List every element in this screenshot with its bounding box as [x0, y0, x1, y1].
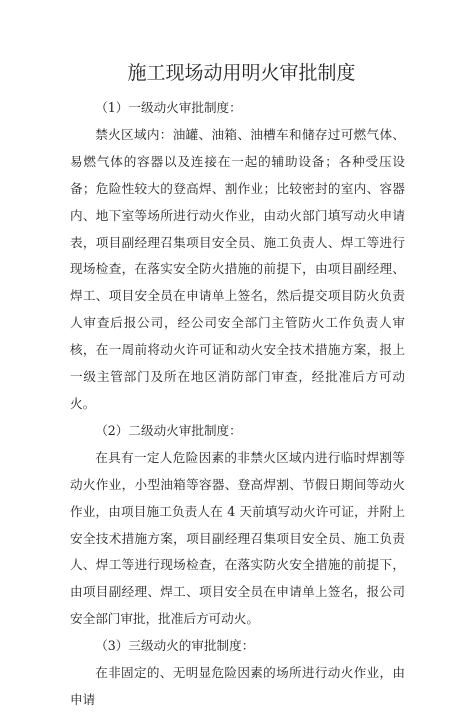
section-level-3 — [70, 633, 405, 714]
document-title: 施工现场动用明火审批制度 — [127, 62, 356, 84]
section-body: 禁火区域内：油罐、油箱、油槽车和储存过可燃气体、易燃气体的容器以及连接在一起的辅助设备；各种受压设备；危险性较大的登高焊、割作业；比较密封的室内、容器内、地下室等场所进行动火作业，由动火部门填写动火申请表，项目副经理召集项目安全员、施工负责人、焊工等进行现场检查，在落实安全防火措施的前提下，由项目副经理、焊工、项目安全员在申请单上签名，然后提交项目防火负责人审查后报公司，经公司安全部门主管防火工作负责人审核，在一周前将动火许可证和动火安全技术措施方案，报上一级主管部门及所在地区消防部门审查，经批准后方可动火。 — [70, 126, 405, 411]
section-body: 在具有一定人危险因素的非禁火区域内进行临时焊割等动火作业，小型油箱等容器、登高焊割、节假日期间等动火作业，由项目施工负责人在 4 天前填写动火许可证，并附上安全技术措施方案，项目副经理召集项目安全员、施工负责人、焊工等进行现场检查，在落实防火安全措施的前提下，由项目副经理、焊工、项目安全员在申请单上签名，报公司安全部门审批，批准后方可动火。 — [70, 449, 405, 627]
section-heading: （2）二级动火审批制度： — [95, 422, 242, 438]
section-level-2 — [70, 418, 405, 633]
section-body: 在非固定的、无明显危险因素的场所进行动火作业，由申请 — [70, 665, 405, 707]
section-heading: （1）一级动火审批制度： — [95, 100, 242, 115]
section-level-1 — [70, 95, 405, 418]
section-heading: （3）三级动火的审批制度： — [95, 638, 255, 654]
